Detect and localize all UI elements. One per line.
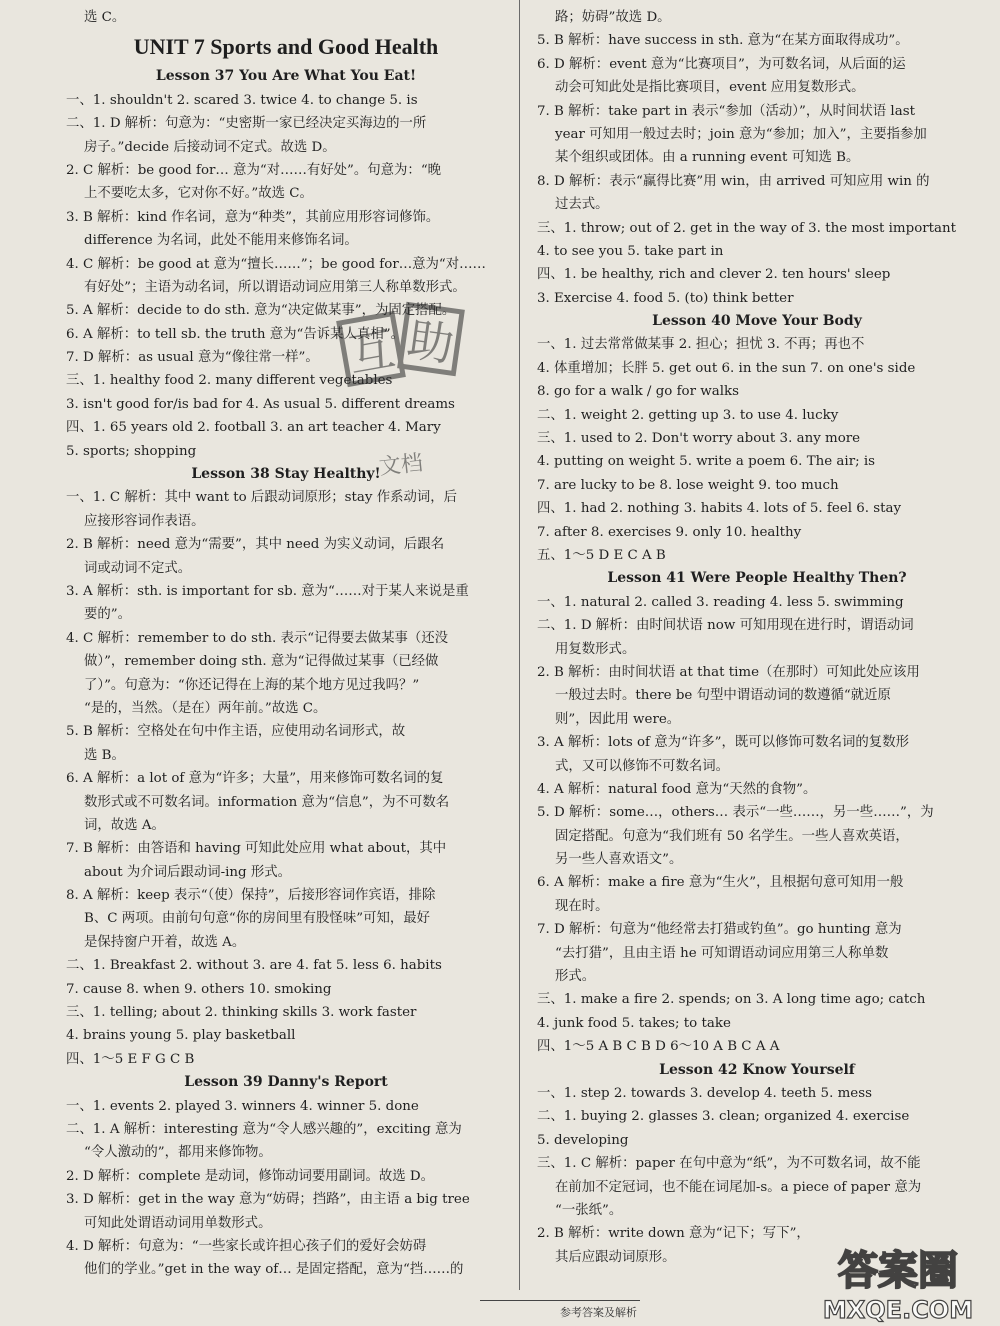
answer-line: 数形式或不可数名词。information 意为“信息”，为不可数名 [84, 794, 450, 810]
svg-text:MXQE.COM: MXQE.COM [822, 1296, 974, 1324]
answer-line: 式，又可以修饰不可数名词。 [555, 758, 730, 774]
answer-line: 二、1. Breakfast 2. without 3. are 4. fat 5. less 6. habits [66, 958, 442, 974]
answer-line: 三、1. telling; about 2. thinking skills 3. work faster [66, 1005, 417, 1021]
answer-line: 可知此处谓语动词用单数形式。 [84, 1215, 272, 1231]
answer-line: 5. B 解析：have success in sth. 意为“在某方面取得成功”。 [537, 33, 909, 49]
right-column [537, 6, 977, 1269]
answer-line: 在前加不定冠词，也不能在词尾加-s。a piece of paper 意为 [555, 1179, 922, 1195]
answer-line: 三、1. throw; out of 2. get in the way of 3. the most important [537, 220, 957, 236]
answer-line: 5. B 解析：空格处在句中作主语，应使用动名词形式，故 [66, 724, 406, 740]
answer-line: difference 为名词，此处不能用来修饰名词。 [84, 233, 358, 249]
answer-line: 有好处”；主语为动名词，所以谓语动词应用第三人称单数形式。 [84, 279, 466, 295]
answer-line: 5. A 解析：decide to do sth. 意为“决定做某事”，为固定搭配。 [66, 303, 456, 319]
answer-line: year 可知用一般过去时；join 意为“参加；加入”，主要指参加 [555, 126, 927, 142]
lesson-heading: Lesson 40 Move Your Body [652, 313, 862, 330]
answer-line: 四、1. be healthy, rich and clever 2. ten hours' sleep [537, 267, 891, 283]
answer-line: 一、1. natural 2. called 3. reading 4. less 5. swimming [537, 594, 904, 610]
answer-line: 4. C 解析：remember to do sth. 表示“记得要去做某事（还没 [66, 630, 449, 646]
answer-line: “一张纸”。 [555, 1202, 623, 1218]
answer-line: 过去式。 [555, 197, 609, 213]
column-divider [519, 0, 520, 1290]
answer-line: 7. cause 8. when 9. others 10. smoking [66, 981, 332, 997]
svg-text:互: 互 [344, 321, 399, 383]
answer-line: 四、1～5 E F G C B [66, 1051, 195, 1067]
answer-line: 5. developing [537, 1132, 629, 1148]
answer-line: 一、1. C 解析：其中 want to 后跟动词原形；stay 作系动词，后 [66, 490, 458, 506]
answer-line: 2. B 解析：write down 意为“记下；写下”， [537, 1226, 810, 1242]
answer-line: 4. A 解析：natural food 意为“天然的食物”。 [537, 781, 817, 797]
answer-line: 6. A 解析：make a fire 意为“生火”，且根据句意可知用一般 [537, 875, 904, 891]
answer-line: 动会可知此处是指比赛项目，event 应用复数形式。 [555, 80, 865, 96]
answer-line: 做）”，remember doing sth. 意为“记得做过某事（已经做 [84, 654, 439, 670]
answer-line: 3. A 解析：sth. is important for sb. 意为“……对于某人来说是重 [66, 583, 469, 599]
footer-label: 参考答案及解析 [560, 1306, 637, 1319]
answer-line: 4. 体重增加；长胖 5. get out 6. in the sun 7. on one's side [537, 360, 916, 376]
answer-line: 2. B 解析：need 意为“需要”，其中 need 为实义动词，后跟名 [66, 537, 445, 553]
answer-line: 二、1. D 解析：句意为：“史密斯一家已经决定买海边的一所 [66, 116, 427, 132]
answer-line: 一、1. events 2. played 3. winners 4. winner 5. done [66, 1098, 419, 1114]
answer-line: 用复数形式。 [555, 641, 636, 657]
answer-line: 7. D 解析：as usual 意为“像往常一样”。 [66, 350, 319, 366]
answer-line: 一般过去时。there be 句型中谓语动词的数遵循“就近原 [555, 688, 891, 704]
answer-line: 2. D 解析：complete 是动词，修饰动词要用副词。故选 D。 [66, 1168, 435, 1184]
answer-line: 8. A 解析：keep 表示“（使）保持”，后接形容词作宾语，排除 [66, 888, 436, 904]
left-column [66, 6, 506, 1282]
answer-line: 二、1. weight 2. getting up 3. to use 4. lucky [537, 407, 839, 423]
answer-line: 8. D 解析：表示“赢得比赛”用 win，由 arrived 可知应用 win 的 [537, 173, 930, 189]
lesson-heading: Lesson 41 Were People Healthy Then? [607, 570, 907, 587]
answer-line: 另一些人喜欢语文”。 [555, 852, 683, 868]
answer-line: B、C 两项。由前句句意“你的房间里有股怪味”可知，最好 [84, 911, 431, 927]
answer-line: 7. after 8. exercises 9. only 10. healthy [537, 524, 802, 540]
answer-line: “去打猎”，且由主语 he 可知谓语动词应用第三人称单数 [555, 945, 889, 961]
answer-line: 四、1. 65 years old 2. football 3. an art teacher 4. Mary [66, 420, 441, 436]
answer-line: 7. are lucky to be 8. lose weight 9. too much [537, 477, 839, 493]
answer-line: 路；妨碍”故选 D。 [555, 10, 671, 25]
answer-line: 2. B 解析：由时间状语 at that time（在那时）可知此处应该用 [537, 664, 920, 680]
answer-line: 现在时。 [555, 898, 609, 914]
answer-line: 三、1. healthy food 2. many different vegetables [66, 373, 393, 389]
answer-line: 四、1. had 2. nothing 3. habits 4. lots of 5. feel 6. stay [537, 501, 902, 517]
answer-line: 7. D 解析：句意为“他经常去打猎或钓鱼”。go hunting 意为 [537, 922, 902, 938]
answer-line: 4. to see you 5. take part in [537, 243, 724, 259]
answer-line: 某个组织或团体。由 a running event 可知选 B。 [555, 150, 860, 166]
answer-line: 词，故选 A。 [84, 817, 165, 833]
answer-line: 一、1. 过去常常做某事 2. 担心；担忧 3. 不再；再也不 [537, 337, 865, 353]
unit-title: UNIT 7 Sports and Good Health [133, 34, 439, 60]
answer-line: 4. putting on weight 5. write a poem 6. The air; is [537, 454, 876, 470]
answer-line: 房子。”decide 后接动词不定式。故选 D。 [84, 139, 336, 155]
answer-line: 3. Exercise 4. food 5. (to) think better [537, 290, 794, 306]
answer-line: 7. B 解析：take part in 表示“参加（活动）”，从时间状语 last [537, 103, 915, 119]
answer-line: 三、1. used to 2. Don't worry about 3. any more [537, 431, 861, 447]
answer-line: 其后应跟动词原形。 [555, 1249, 676, 1265]
answer-line: 4. C 解析：be good at 意为“擅长……”；be good for…意为“对…… [66, 256, 486, 272]
answer-line: 4. junk food 5. takes; to take [537, 1015, 731, 1031]
answer-line: 固定搭配。句意为“我们班有 50 名学生。一些人喜欢英语， [555, 828, 909, 844]
answer-line: 他们的学业。”get in the way of… 是固定搭配，意为“挡……的 [84, 1262, 464, 1278]
answer-line: 6. A 解析：to tell sb. the truth 意为“告诉某人真相”。 [66, 326, 404, 342]
answer-line: 应接形容词作表语。 [84, 513, 205, 529]
page-footer [0, 1296, 1000, 1326]
answer-line: 了）”。句意为：“你还记得在上海的某个地方见过我吗？” [84, 677, 420, 693]
answer-line: 五、1～5 D E C A B [537, 547, 666, 563]
answer-line: 8. go for a walk / go for walks [537, 384, 739, 400]
answer-line: 6. D 解析：event 意为“比赛项目”，为可数名词，从后面的运 [537, 56, 906, 72]
lesson-heading: Lesson 38 Stay Healthy! [191, 466, 381, 483]
lesson-heading: Lesson 39 Danny's Report [184, 1074, 388, 1091]
answer-line: 4. brains young 5. play basketball [66, 1028, 296, 1044]
answer-line: 7. B 解析：由答语和 having 可知此处应用 what about，其中 [66, 841, 447, 857]
answer-line: 选 B。 [84, 747, 125, 763]
svg-text:答案圈: 答案圈 [838, 1248, 958, 1294]
answer-line: 要的”。 [84, 607, 132, 623]
answer-line: about 为介词后跟动词-ing 形式。 [84, 864, 292, 880]
answer-line: 3. A 解析：lots of 意为“许多”，既可以修饰可数名词的复数形 [537, 735, 909, 751]
answer-line: “是的，当然。（是在）两年前。”故选 C。 [84, 700, 327, 716]
answer-line: 5. sports; shopping [66, 443, 197, 459]
svg-text:助: 助 [404, 312, 458, 372]
answer-line: 二、1. buying 2. glasses 3. clean; organized 4. exercise [537, 1109, 910, 1125]
answer-line: 词或动词不定式。 [84, 560, 192, 576]
answer-line: 上不要吃太多，它对你不好。”故选 C。 [84, 186, 313, 202]
answer-line: 二、1. A 解析：interesting 意为“令人感兴趣的”，exciting 意为 [66, 1121, 462, 1137]
lesson-heading: Lesson 42 Know Yourself [659, 1061, 855, 1078]
svg-text:文档: 文档 [377, 450, 425, 481]
footer-rule [480, 1300, 640, 1301]
answer-line: 四、1～5 A B C B D 6～10 A B C A A [537, 1039, 780, 1055]
answer-line: 二、1. D 解析：由时间状语 now 可知用现在进行时，谓语动词 [537, 618, 914, 634]
answer-line: 5. D 解析：some…，others… 表示“一些……，另一些……”，为 [537, 805, 934, 821]
answer-line: “令人激动的”，都用来修饰物。 [84, 1145, 272, 1161]
answer-line: 一、1. shouldn't 2. scared 3. twice 4. to change 5. is [66, 92, 418, 108]
answer-line: 6. A 解析：a lot of 意为“许多；大量”，用来修饰可数名词的复 [66, 771, 444, 787]
answer-line: 选 C。 [84, 10, 126, 25]
answer-line: 三、1. C 解析：paper 在句中意为“纸”，为不可数名词，故不能 [537, 1156, 921, 1172]
answer-line: 2. C 解析：be good for… 意为“对……有好处”。句意为：“晚 [66, 162, 442, 178]
answer-line: 一、1. step 2. towards 3. develop 4. teeth 5. mess [537, 1085, 872, 1101]
answer-line: 4. D 解析：句意为：“一些家长或许担心孩子们的爱好会妨碍 [66, 1238, 427, 1254]
answer-line: 则”，因此用 were。 [555, 711, 681, 727]
answer-line: 3. isn't good for/is bad for 4. As usual 5. different dreams [66, 396, 455, 412]
lesson-heading: Lesson 37 You Are What You Eat! [155, 68, 417, 85]
answer-line: 3. D 解析：get in the way 意为“妨碍；挡路”，由主语 a big tree [66, 1192, 470, 1208]
answer-line: 3. B 解析：kind 作名词，意为“种类”，其前应用形容词修饰。 [66, 209, 440, 225]
answer-line: 是保持窗户开着，故选 A。 [84, 934, 246, 950]
answer-line: 形式。 [555, 969, 596, 985]
answer-line: 三、1. make a fire 2. spends; on 3. A long time ago; catch [537, 992, 926, 1008]
